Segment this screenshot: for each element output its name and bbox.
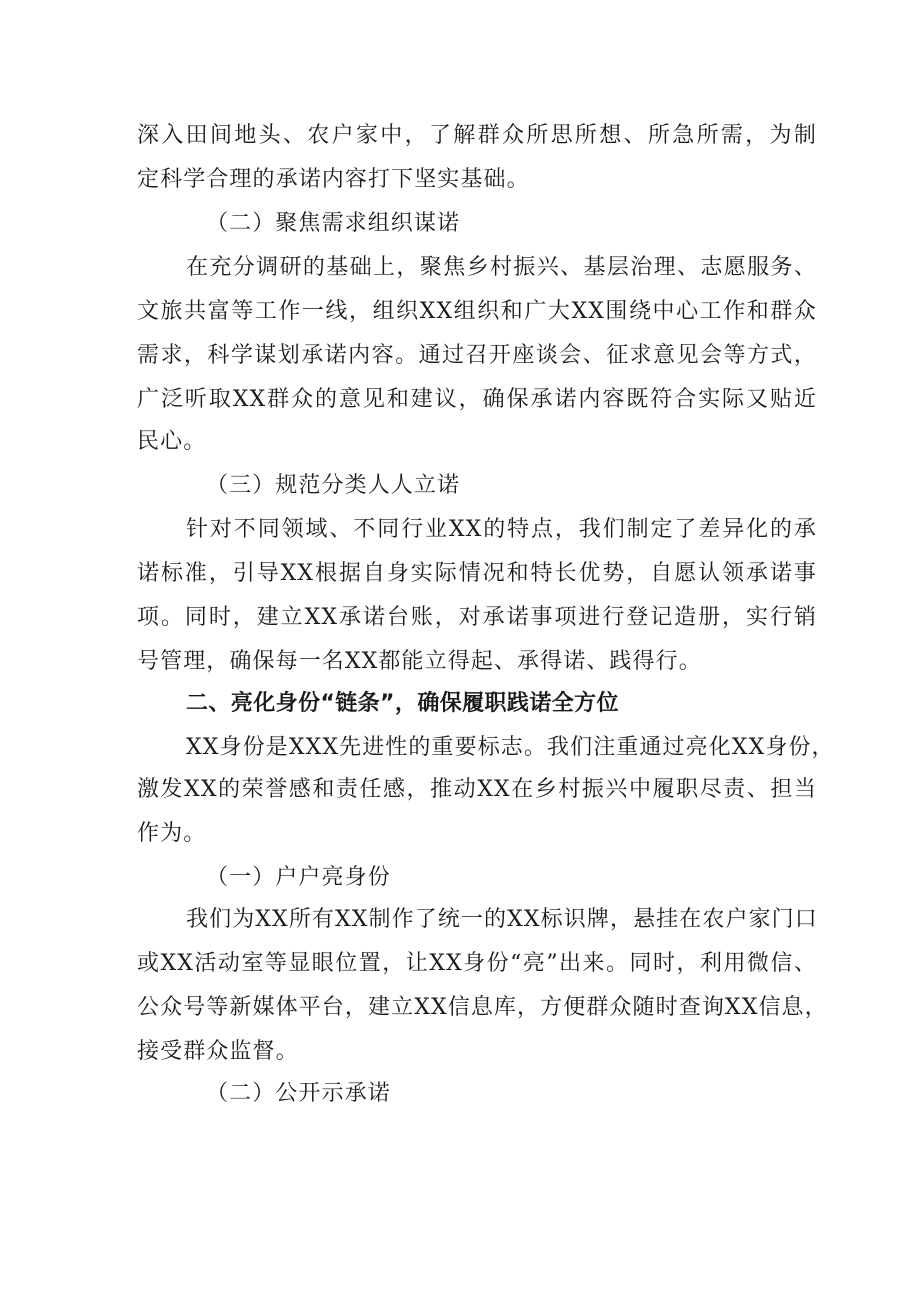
paragraph-line: 激发XX的荣誉感和责任感，推动XX在乡村振兴中履职尽责、担当 (137, 777, 817, 802)
paragraph-line: 广泛听取XX群众的意见和建议，确保承诺内容既符合实际又贴近 (137, 387, 817, 412)
paragraph-line: 民心。 (137, 429, 207, 454)
paragraph-line: 接受群众监督。 (137, 1039, 299, 1064)
paragraph-line: 项。同时，建立XX承诺台账，对承诺事项进行登记造册，实行销 (137, 605, 817, 630)
paragraph-line: 文旅共富等工作一线，组织XX组织和广大XX围绕中心工作和群众 (137, 299, 817, 324)
subsection-heading: （一）户户亮身份 (206, 865, 391, 890)
paragraph-line: 深入田间地头、农户家中，了解群众所思所想、所急所需，为制 (137, 123, 817, 148)
paragraph-line: 公众号等新媒体平台，建立XX信息库，方便群众随时查询XX信息， (137, 995, 828, 1020)
paragraph-line: 针对不同领域、不同行业XX的特点，我们制定了差异化的承 (186, 517, 817, 542)
subsection-heading: （二）公开示承诺 (206, 1081, 391, 1106)
paragraph-line: 我们为XX所有XX制作了统一的XX标识牌，悬挂在农户家门口 (186, 907, 818, 932)
paragraph-line: 号管理，确保每一名XX都能立得起、承得诺、践得行。 (137, 649, 702, 674)
paragraph-line: 作为。 (137, 821, 207, 846)
paragraph-line: 或XX活动室等显眼位置，让XX身份“亮”出来。同时，利用微信、 (137, 951, 817, 976)
section-heading: 二、亮化身份“链条”，确保履职践诺全方位 (186, 691, 619, 716)
paragraph-line: 定科学合理的承诺内容打下坚实基础。 (137, 167, 530, 192)
paragraph-line: 需求，科学谋划承诺内容。通过召开座谈会、征求意见会等方式， (137, 343, 817, 368)
subsection-heading: （三）规范分类人人立诺 (206, 473, 461, 498)
subsection-heading: （二）聚焦需求组织谋诺 (206, 211, 461, 236)
paragraph-line: XX身份是XXX先进性的重要标志。我们注重通过亮化XX身份， (186, 735, 835, 760)
paragraph-line: 在充分调研的基础上，聚焦乡村振兴、基层治理、志愿服务、 (186, 255, 817, 280)
paragraph-line: 诺标准，引导XX根据自身实际情况和特长优势，自愿认领承诺事 (137, 561, 817, 586)
